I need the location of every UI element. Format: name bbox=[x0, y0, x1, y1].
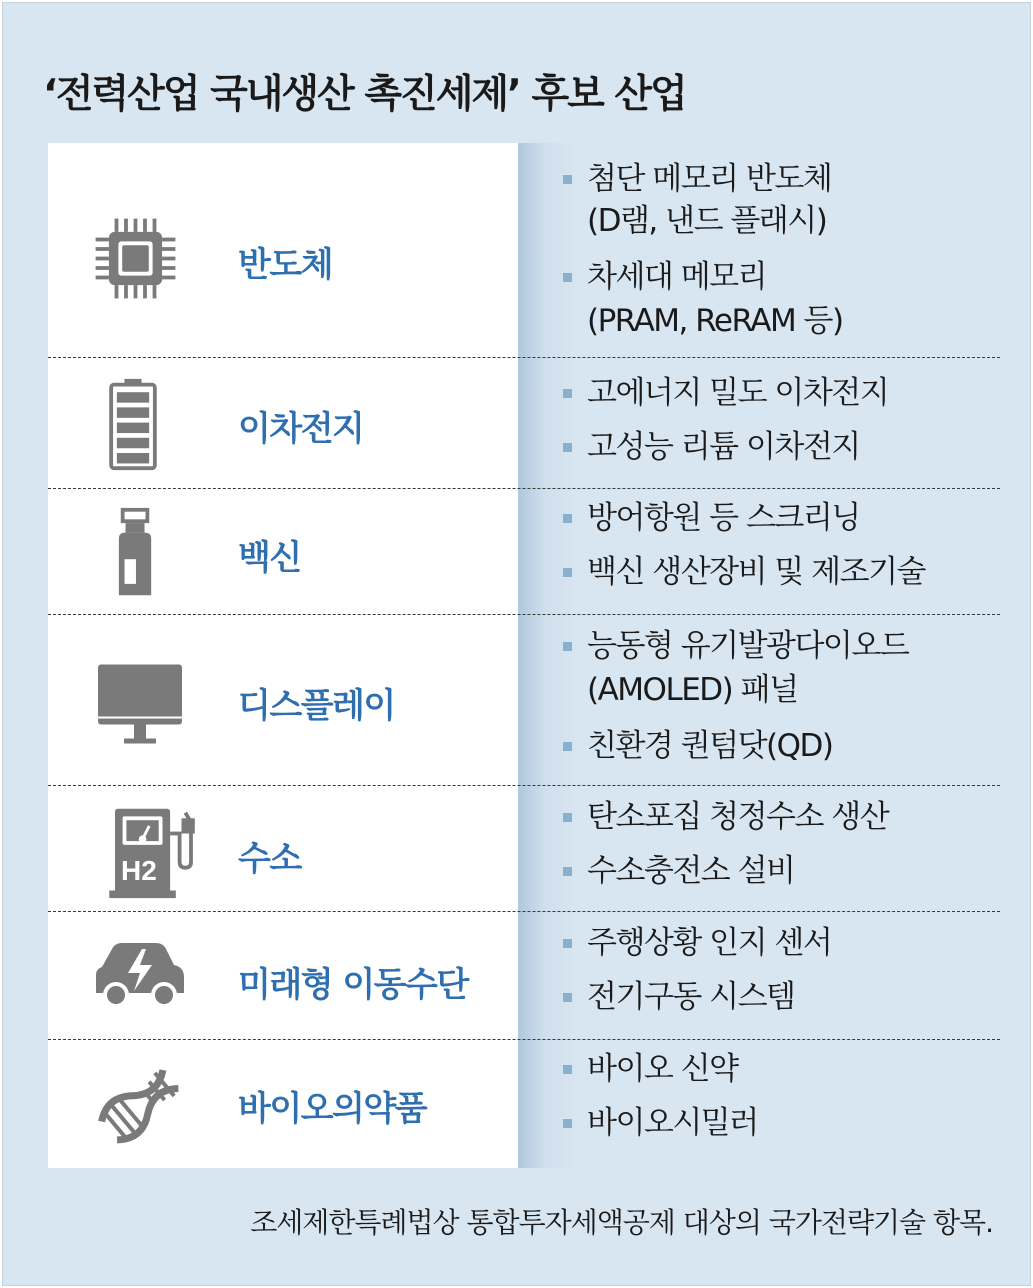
industry-row-battery bbox=[48, 359, 1000, 489]
bullet-icon bbox=[563, 175, 572, 184]
row-divider bbox=[48, 785, 1000, 786]
industry-label: 수소 bbox=[238, 839, 301, 879]
dna-icon bbox=[90, 1055, 190, 1155]
industry-row-vaccine bbox=[48, 490, 1000, 614]
technology-item-text: 수소충전소 설비 bbox=[587, 853, 795, 889]
technology-item-text: 친환경 퀀텀닷(QD) bbox=[587, 728, 833, 764]
technology-item-text: 첨단 메모리 반도체 bbox=[587, 161, 832, 197]
monitor-icon bbox=[96, 656, 184, 751]
industry-row-mobility bbox=[48, 913, 1000, 1039]
technology-item-text: 방어항원 등 스크리닝 bbox=[587, 500, 860, 536]
row-divider bbox=[48, 488, 1000, 489]
hydrogen-label: H2 bbox=[121, 855, 157, 886]
bullet-icon bbox=[563, 939, 572, 948]
industry-label: 미래형 이동수단 bbox=[238, 965, 468, 1005]
industry-label: 반도체 bbox=[238, 245, 333, 285]
footnote: 조세제한특례법상 통합투자세액공제 대상의 국가전략기술 항목. bbox=[250, 1206, 993, 1239]
battery-icon bbox=[98, 377, 168, 472]
vial-icon bbox=[108, 506, 163, 601]
technology-item-text: 능동형 유기발광다이오드 bbox=[587, 628, 909, 664]
technology-item-text: 탄소포집 청정수소 생산 bbox=[587, 799, 889, 835]
bullet-icon bbox=[563, 1119, 572, 1128]
industry-label: 디스플레이 bbox=[238, 686, 395, 726]
row-divider bbox=[48, 1039, 1000, 1040]
infographic-frame bbox=[2, 2, 1031, 1286]
technology-item-text: 바이오 신약 bbox=[587, 1051, 738, 1087]
industry-label: 백신 bbox=[238, 538, 301, 578]
technology-item-text: (D램, 낸드 플래시) bbox=[587, 203, 827, 239]
technology-item-text: (PRAM, ReRAM 등) bbox=[587, 303, 843, 339]
industry-label: 이차전지 bbox=[238, 409, 364, 449]
industry-row-display bbox=[48, 616, 1000, 786]
technology-item-text: 주행상황 인지 센서 bbox=[587, 925, 832, 961]
technology-item-text: 바이오시밀러 bbox=[587, 1105, 758, 1141]
electric-car-icon bbox=[90, 935, 190, 1015]
bullet-icon bbox=[563, 993, 572, 1002]
industry-row-hydrogen bbox=[48, 787, 1000, 913]
bullet-icon bbox=[563, 273, 572, 282]
bullet-icon bbox=[563, 813, 572, 822]
industry-row-biopharma bbox=[48, 1041, 1000, 1167]
bullet-icon bbox=[563, 389, 572, 398]
bullet-icon bbox=[563, 642, 572, 651]
bullet-icon bbox=[563, 1065, 572, 1074]
bullet-icon bbox=[563, 742, 572, 751]
row-divider bbox=[48, 614, 1000, 615]
bullet-icon bbox=[563, 514, 572, 523]
technology-item-text: 백신 생산장비 및 제조기술 bbox=[587, 554, 925, 590]
technology-item-text: 고성능 리튬 이차전지 bbox=[587, 429, 860, 465]
chip-icon bbox=[88, 211, 183, 306]
bullet-icon bbox=[563, 568, 572, 577]
industry-label: 바이오의약품 bbox=[238, 1089, 427, 1129]
bullet-icon bbox=[563, 867, 572, 876]
row-divider bbox=[48, 357, 1000, 358]
hydrogen-station-icon bbox=[103, 805, 203, 900]
industry-row-semiconductor bbox=[48, 143, 1000, 357]
technology-item-text: 고에너지 밀도 이차전지 bbox=[587, 375, 889, 411]
row-divider bbox=[48, 911, 1000, 912]
technology-item-text: (AMOLED) 패널 bbox=[587, 672, 798, 708]
page-title: ‘전력산업 국내생산 촉진세제’ 후보 산업 bbox=[43, 72, 686, 117]
technology-item-text: 전기구동 시스템 bbox=[587, 979, 795, 1015]
technology-item-text: 차세대 메모리 bbox=[587, 259, 767, 295]
bullet-icon bbox=[563, 443, 572, 452]
